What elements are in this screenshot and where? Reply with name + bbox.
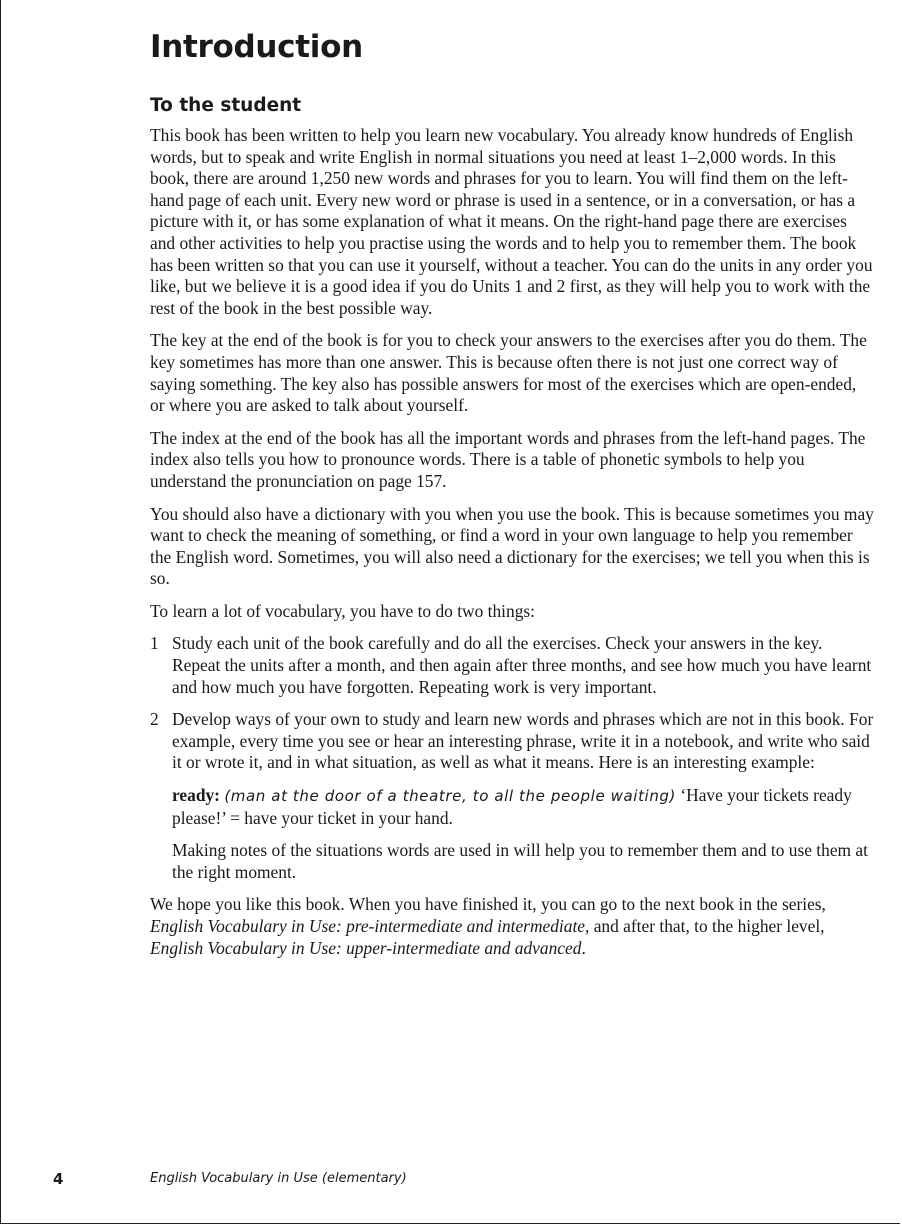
footer-book-title: English Vocabulary in Use (elementary) (150, 1171, 407, 1186)
page-title: Introduction (150, 29, 363, 65)
paragraph-intro: This book has been written to help you learn new vocabulary. You already know hundreds of English words, but to speak and write English in normal situations you need at least 1–2,000 words. In this book, there are around 1,250 new words and phrases for you to learn. You will find them on the left-hand page of each unit. Every new word or phrase is used in a sentence, or in a conversation, or has a picture with it, or has some explanation of what it means. On the right-hand page there are exercises and other activities to help you practise using the words and to help you to remember them. The book has been written so that you can use it yourself, without a teacher. You can do the units in any order you like, but we believe it is a good idea if you do Units 1 and 2 first, as they will help you to work with the rest of the book in the best possible way. (150, 125, 873, 318)
list-item (150, 709, 874, 883)
handwritten-note: (man at the door of a theatre, to all the people waiting) (224, 787, 676, 806)
page-number: 4 (53, 1170, 64, 1188)
paragraph-two-things: To learn a lot of vocabulary, you have to do two things: (150, 600, 535, 621)
example-term: ready: (172, 785, 220, 806)
vocabulary-example (172, 785, 874, 829)
closing-text-2: , and after that, to the higher level, (585, 916, 825, 936)
list-item-text: Study each unit of the book carefully and do all the exercises. Check your answers in the key. Repeat the units after a month, and then again after three months, and see how much you have learnt and how much you have forgotten. Repeating work is very important. (172, 633, 872, 697)
list-item-number: 1 (150, 633, 159, 654)
closing-text-1: We hope you like this book. When you have finished it, you can go to the next book in the series, (150, 894, 826, 915)
paragraph-index: The index at the end of the book has all the important words and phrases from the left-hand pages. The index also tells you how to pronounce words. There is a table of phonetic symbols to help you understand the pronunciation on page 157. (150, 427, 866, 491)
closing-text-3: . (581, 937, 586, 958)
book-title-intermediate: English Vocabulary in Use: pre-intermediate and intermediate (150, 916, 586, 936)
book-title-advanced: English Vocabulary in Use: upper-intermediate and advanced (150, 937, 582, 958)
paragraph-closing (150, 894, 874, 959)
page-content (150, 28, 874, 970)
paragraph-dictionary: You should also have a dictionary with you when you use the book. This is because sometimes you may want to check the meaning of something, or find a word in your own language to help you remember the English word. Sometimes, you will also need a dictionary for the exercises; we tell you when this is so. (150, 503, 874, 589)
list-item (150, 633, 874, 698)
list-item-number: 2 (150, 709, 159, 730)
list-item-text: Develop ways of your own to study and learn new words and phrases which are not in this book. For example, every time you see or hear an interesting phrase, write it in a notebook, and write who said it or wrote it, and in what situation, as well as what it means. Here is an interesting example: (172, 709, 874, 773)
section-heading: To the student (150, 95, 302, 116)
list-item-after-note: Making notes of the situations words are used in will help you to remember them and to use them at the right moment. (172, 840, 868, 882)
numbered-list (150, 633, 874, 883)
example-text: ‘Have your tickets ready please!’ = have your ticket in your hand. (172, 785, 852, 828)
paragraph-key: The key at the end of the book is for you to check your answers to the exercises after you do them. The key sometimes has more than one answer. This is because often there is not just one correct way of saying something. The key also has possible answers for most of the exercises which are open-ended, or where you are asked to talk about yourself. (150, 330, 867, 416)
